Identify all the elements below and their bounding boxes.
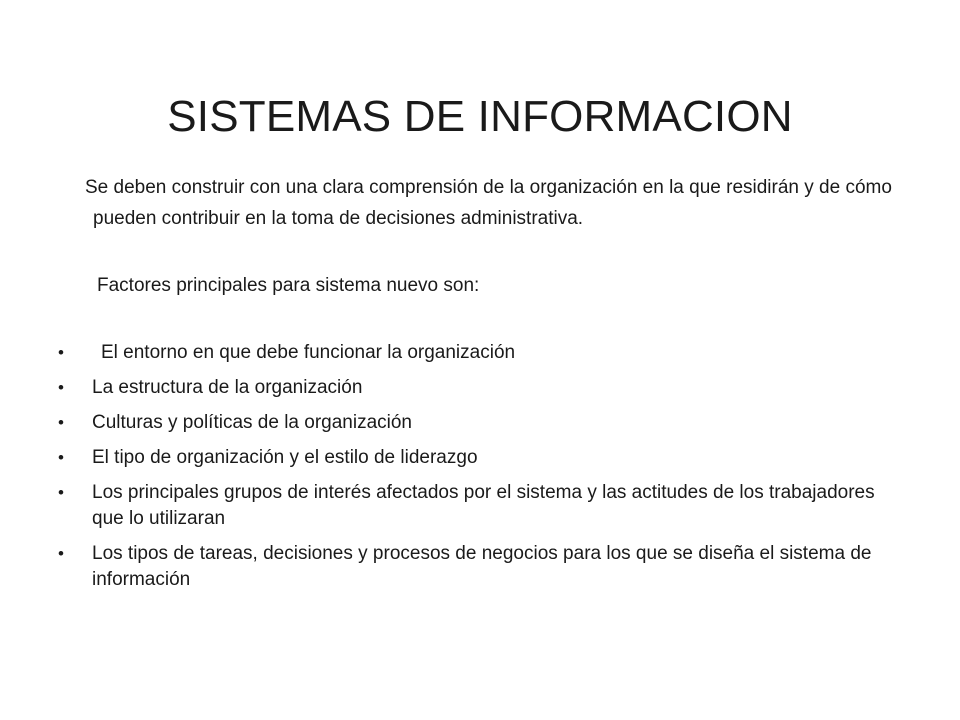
list-item [58, 340, 898, 366]
bullet-icon: • [58, 483, 64, 502]
list-item-text: Los tipos de tareas, decisiones y procesos de negocios para los que se diseña el sistema de información [92, 543, 872, 590]
list-item [58, 480, 898, 532]
bullet-icon: • [58, 413, 64, 432]
bullet-icon: • [58, 544, 64, 563]
intro-paragraph: Se deben construir con una clara comprensión de la organización en la que residirán y de cómo pueden contribuir en la toma de decisiones administrativa. [85, 177, 892, 229]
list-item-text: Los principales grupos de interés afectados por el sistema y las actitudes de los trabajadores que lo utilizaran [92, 482, 875, 529]
list-item-text: Culturas y políticas de la organización [92, 412, 413, 433]
list-item-text: El entorno en que debe funcionar la organización [101, 342, 516, 363]
factors-heading: Factores principales para sistema nuevo son: [97, 275, 480, 296]
slide-title: SISTEMAS DE INFORMACION [167, 92, 793, 142]
list-item [58, 375, 898, 401]
list-item [58, 410, 898, 436]
bullet-icon: • [58, 448, 64, 467]
list-item [58, 445, 898, 471]
list-item-text: El tipo de organización y el estilo de liderazgo [92, 447, 478, 468]
bullet-icon: • [58, 343, 64, 362]
bullet-icon: • [58, 378, 64, 397]
list-item-text: La estructura de la organización [92, 377, 363, 398]
list-item [58, 541, 898, 593]
factors-list [58, 340, 898, 602]
